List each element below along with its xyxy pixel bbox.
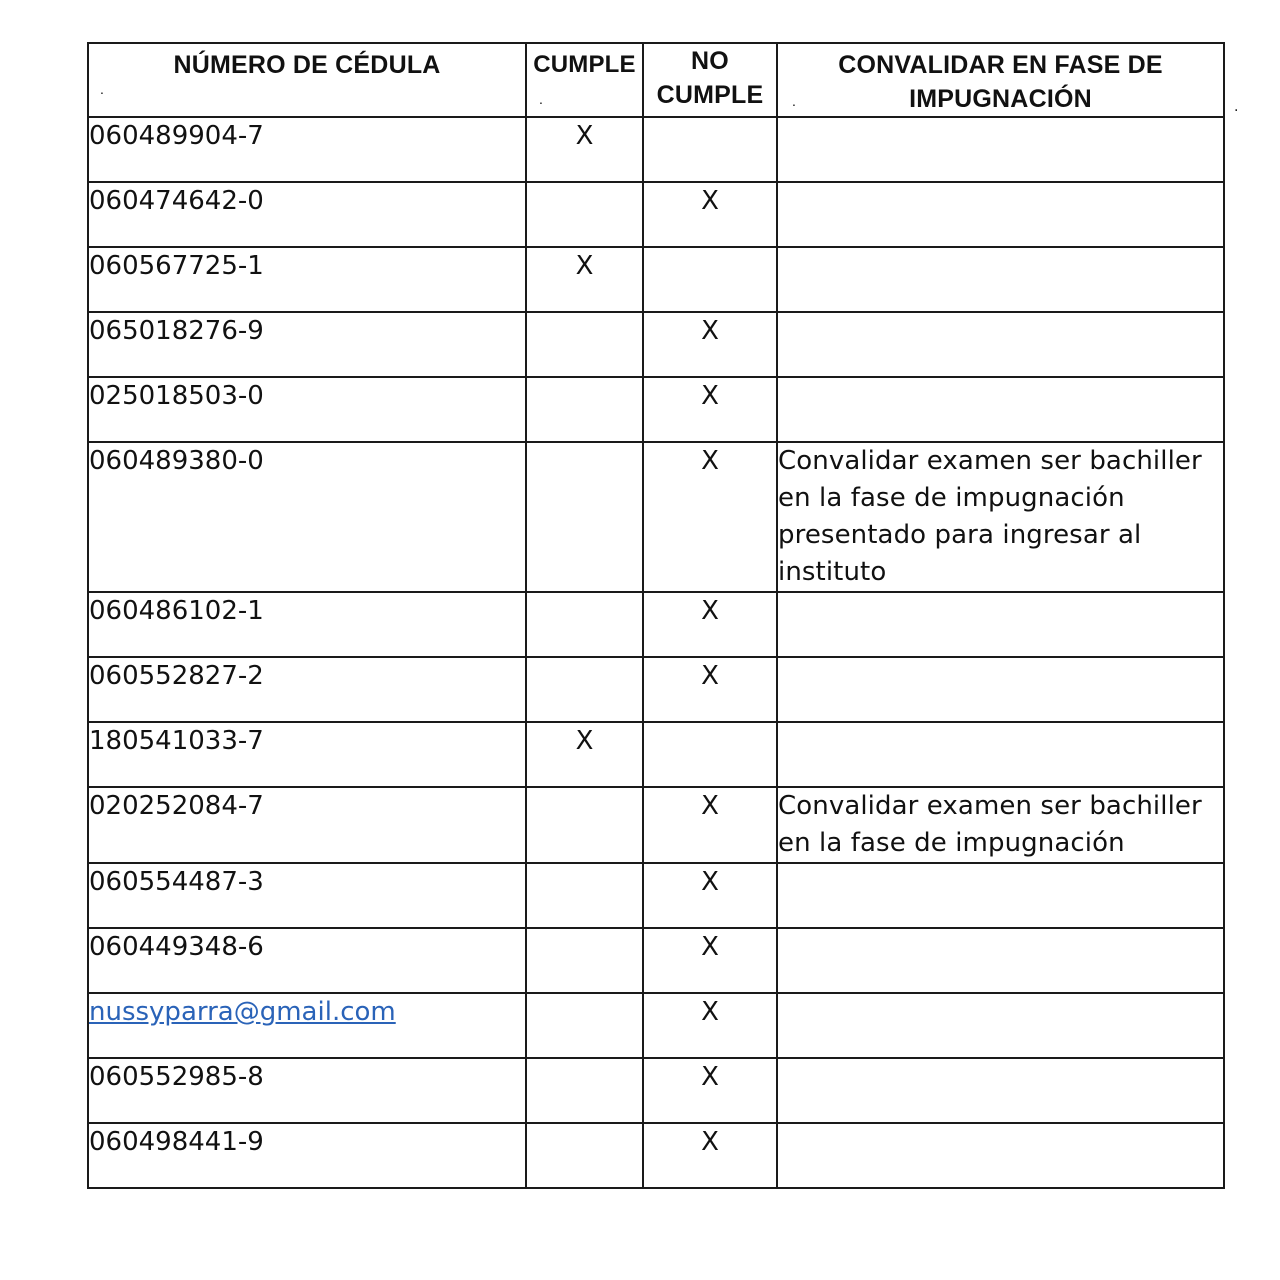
table-row (88, 993, 1224, 1058)
cedula-cell: 060552985-8 (88, 1058, 526, 1123)
note-cell (777, 377, 1224, 442)
table-row (88, 377, 1224, 442)
cedula-cell: 060567725-1 (88, 247, 526, 312)
cumple-cell: X (526, 247, 643, 312)
note-cell (777, 657, 1224, 722)
cedula-cell: 180541033-7 (88, 722, 526, 787)
note-cell: Convalidar examen ser bachiller en la fase de impugnación (777, 787, 1224, 863)
no-cumple-cell: X (643, 863, 777, 928)
cedula-cell: 060552827-2 (88, 657, 526, 722)
header-cedula: NÚMERO DE CÉDULA . (88, 43, 526, 117)
cedula-cell: 060474642-0 (88, 182, 526, 247)
no-cumple-cell (643, 722, 777, 787)
table-row (88, 928, 1224, 993)
cumple-cell (526, 787, 643, 863)
note-cell (777, 928, 1224, 993)
header-cumple: CUMPLE . (526, 43, 643, 117)
table-row (88, 117, 1224, 182)
margin-dot: . (1234, 99, 1239, 115)
table-row (88, 1123, 1224, 1188)
no-cumple-cell: X (643, 442, 777, 592)
no-cumple-cell: X (643, 787, 777, 863)
table-row (88, 592, 1224, 657)
cumple-cell (526, 182, 643, 247)
note-cell (777, 312, 1224, 377)
header-dot: . (100, 81, 105, 97)
note-cell (777, 1123, 1224, 1188)
header-convalidar: CONVALIDAR EN FASE DE IMPUGNACIÓN . (777, 43, 1224, 117)
cedula-cell: 060489380-0 (88, 442, 526, 592)
note-cell (777, 182, 1224, 247)
note-cell (777, 1058, 1224, 1123)
note-cell (777, 247, 1224, 312)
header-no-cumple: NO CUMPLE (643, 43, 777, 117)
cedula-cell: 060489904-7 (88, 117, 526, 182)
no-cumple-cell: X (643, 993, 777, 1058)
no-cumple-cell: X (643, 182, 777, 247)
note-cell: Convalidar examen ser bachiller en la fase de impugnación presentado para ingresar al instituto (777, 442, 1224, 592)
cumple-cell: X (526, 722, 643, 787)
cumple-cell (526, 312, 643, 377)
cedula-cell: 060498441-9 (88, 1123, 526, 1188)
cedula-cell: 065018276-9 (88, 312, 526, 377)
results-table (87, 42, 1225, 1189)
cumple-cell: X (526, 117, 643, 182)
table-row (88, 787, 1224, 863)
note-cell (777, 722, 1224, 787)
header-dot: . (539, 91, 544, 107)
cedula-cell: 025018503-0 (88, 377, 526, 442)
cumple-cell (526, 442, 643, 592)
cedula-cell: 060449348-6 (88, 928, 526, 993)
no-cumple-cell: X (643, 1123, 777, 1188)
no-cumple-cell (643, 247, 777, 312)
cumple-cell (526, 863, 643, 928)
cumple-cell (526, 1058, 643, 1123)
no-cumple-cell: X (643, 928, 777, 993)
no-cumple-cell: X (643, 1058, 777, 1123)
header-row (88, 43, 1224, 117)
note-cell (777, 993, 1224, 1058)
email-link[interactable]: nussyparra@gmail.com (89, 997, 396, 1027)
no-cumple-cell (643, 117, 777, 182)
no-cumple-cell: X (643, 377, 777, 442)
cedula-cell: 020252084-7 (88, 787, 526, 863)
cumple-cell (526, 1123, 643, 1188)
cedula-cell: 060486102-1 (88, 592, 526, 657)
header-dot: . (792, 93, 797, 109)
table-row (88, 1058, 1224, 1123)
table-row (88, 863, 1224, 928)
no-cumple-cell: X (643, 312, 777, 377)
note-cell (777, 863, 1224, 928)
document-sheet (87, 42, 1223, 1189)
no-cumple-cell: X (643, 592, 777, 657)
table-row (88, 247, 1224, 312)
note-cell (777, 117, 1224, 182)
cumple-cell (526, 592, 643, 657)
cedula-cell (88, 993, 526, 1058)
table-row (88, 182, 1224, 247)
cumple-cell (526, 928, 643, 993)
table-row (88, 442, 1224, 592)
no-cumple-cell: X (643, 657, 777, 722)
cumple-cell (526, 657, 643, 722)
table-row (88, 657, 1224, 722)
note-cell (777, 592, 1224, 657)
cumple-cell (526, 993, 643, 1058)
table-row (88, 722, 1224, 787)
cumple-cell (526, 377, 643, 442)
cedula-cell: 060554487-3 (88, 863, 526, 928)
table-row (88, 312, 1224, 377)
